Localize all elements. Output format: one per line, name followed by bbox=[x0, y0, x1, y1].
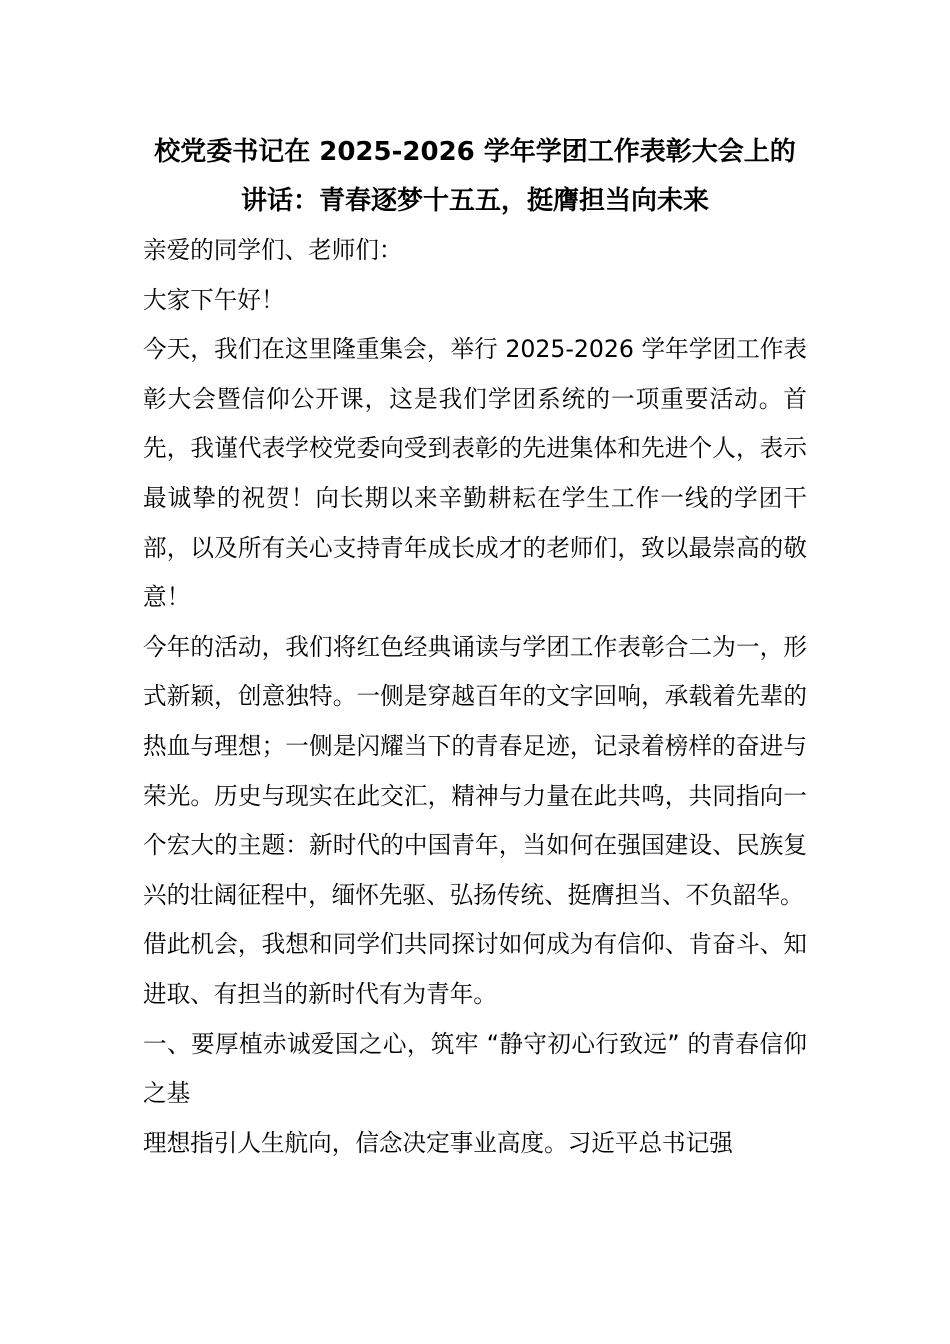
body-paragraph: 今天，我们在这里隆重集会，举行 2025-2026 学年学团工作表彰大会暨信仰公开课，这是我们学团系统的一项重要活动。首先，我谨代表学校党委向受到表彰的先进集体和先进个人，表示最诚挚的祝贺！向长期以来辛勤耕耘在学生工作一线的学团干部，以及所有关心支持青年成长成才的老师们，致以最崇高的敬意！ bbox=[143, 335, 807, 612]
title-line-2: 讲话：青春逐梦十五五，挺膺担当向未来 bbox=[240, 186, 709, 216]
greeting: 大家下午好！ bbox=[143, 285, 285, 314]
body-paragraph: 理想指引人生航向，信念决定事业高度。习近平总书记强 bbox=[143, 1128, 733, 1157]
title-line-1: 校党委书记在 2025-2026 学年学团工作表彰大会上的 bbox=[154, 137, 796, 167]
document-body bbox=[143, 226, 807, 1168]
section-heading: 一、要厚植赤诚爱国之心，筑牢 “静守初心行致远” 的青春信仰之基 bbox=[143, 1029, 807, 1108]
salutation: 亲爱的同学们、老师们： bbox=[143, 236, 403, 264]
body-paragraph: 今年的活动，我们将红色经典诵读与学团工作表彰合二为一，形式新颖，创意独特。一侧是穿越百年的文字回响，承载着先辈的热血与理想；一侧是闪耀当下的青春足迹，记录着榜样的奋进与荣光。历史与现实在此交汇，精神与力量在此共鸣，共同指向一个宏大的主题：新时代的中国青年，当如何在强国建设、民族复兴的壮阔征程中，缅怀先驱、弘扬传统、挺膺担当、不负韶华。 bbox=[143, 632, 807, 909]
document-title bbox=[120, 128, 830, 226]
body-paragraph: 借此机会，我想和同学们共同探讨如何成为有信仰、肯奋斗、知进取、有担当的新时代有为青年。 bbox=[143, 930, 807, 1008]
